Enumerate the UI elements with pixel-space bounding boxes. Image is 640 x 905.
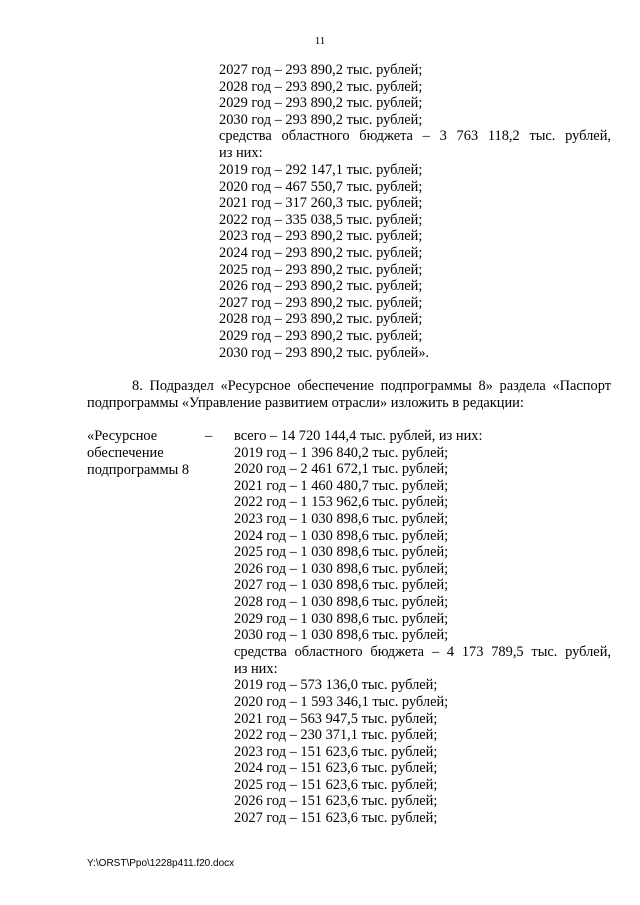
right-year-list-b bbox=[219, 677, 611, 826]
top-year-line: 2028 год – 293 890,2 тыс. рублей; bbox=[219, 311, 423, 328]
regional-budget-line-right: средства областного бюджета – 4 173 789,5 тыс. рублей, bbox=[234, 643, 611, 660]
top-year-line: 2020 год – 467 550,7 тыс. рублей; bbox=[219, 178, 423, 195]
paragraph-line-2: подпрограммы «Управление развитием отрасли» изложить в редакции: bbox=[87, 395, 524, 411]
top-year-line: 2028 год – 293 890,2 тыс. рублей; bbox=[219, 78, 423, 95]
of-them-right: из них: bbox=[234, 660, 278, 677]
right-year-line: 2019 год – 1 396 840,2 тыс. рублей; bbox=[234, 444, 449, 461]
right-year-line: 2022 год – 1 153 962,6 тыс. рублей; bbox=[234, 494, 449, 511]
top-year-line: 2029 год – 293 890,2 тыс. рублей; bbox=[219, 327, 423, 344]
right-year-line: 2025 год – 1 030 898,6 тыс. рублей; bbox=[234, 544, 449, 561]
right-year-line: 2029 год – 1 030 898,6 тыс. рублей; bbox=[234, 610, 449, 627]
right-year-line: 2023 год – 1 030 898,6 тыс. рублей; bbox=[234, 510, 449, 527]
top-year-list-b bbox=[219, 162, 611, 361]
right-year-line: 2019 год – 573 136,0 тыс. рублей; bbox=[234, 677, 438, 694]
right-year-line: 2022 год – 230 371,1 тыс. рублей; bbox=[234, 727, 438, 744]
top-year-line: 2030 год – 293 890,2 тыс. рублей». bbox=[219, 344, 430, 361]
page-number: 11 bbox=[314, 35, 326, 47]
amendment-paragraph bbox=[87, 378, 611, 412]
right-year-line: 2024 год – 1 030 898,6 тыс. рублей; bbox=[234, 527, 449, 544]
label-line-3: подпрограммы 8 bbox=[87, 462, 190, 478]
right-year-line: 2030 год – 1 030 898,6 тыс. рублей; bbox=[234, 627, 449, 644]
top-year-line: 2021 год – 317 260,3 тыс. рублей; bbox=[219, 195, 423, 212]
top-year-line: 2027 год – 293 890,2 тыс. рублей; bbox=[219, 294, 423, 311]
right-year-line: 2021 год – 1 460 480,7 тыс. рублей; bbox=[234, 477, 449, 494]
paragraph-line-1: 8. Подраздел «Ресурсное обеспечение подпрограммы 8» раздела «Паспорт bbox=[132, 378, 611, 394]
right-year-list-a bbox=[219, 445, 611, 644]
right-year-line: 2020 год – 1 593 346,1 тыс. рублей; bbox=[234, 693, 449, 710]
right-year-line: 2027 год – 1 030 898,6 тыс. рублей; bbox=[234, 577, 449, 594]
right-year-line: 2023 год – 151 623,6 тыс. рублей; bbox=[234, 743, 438, 760]
right-year-line: 2024 год – 151 623,6 тыс. рублей; bbox=[234, 760, 438, 777]
top-year-line: 2023 год – 293 890,2 тыс. рублей; bbox=[219, 228, 423, 245]
label-dash: – bbox=[205, 428, 213, 444]
total-line: всего – 14 720 144,4 тыс. рублей, из них: bbox=[234, 428, 483, 444]
top-year-line: 2027 год – 293 890,2 тыс. рублей; bbox=[219, 62, 423, 78]
top-funding-block bbox=[219, 62, 611, 361]
top-year-line: 2029 год – 293 890,2 тыс. рублей; bbox=[219, 95, 423, 112]
right-year-line: 2021 год – 563 947,5 тыс. рублей; bbox=[234, 710, 438, 727]
top-year-line: 2025 год – 293 890,2 тыс. рублей; bbox=[219, 261, 423, 278]
of-them-top: из них: bbox=[219, 145, 263, 162]
file-path-footer: Y:\ORST\Ppo\1228p411.f20.docx bbox=[87, 858, 235, 869]
right-year-line: 2020 год – 2 461 672,1 тыс. рублей; bbox=[234, 461, 449, 478]
label-line-2: обеспечение bbox=[87, 445, 164, 461]
top-year-line: 2030 год – 293 890,2 тыс. рублей; bbox=[219, 111, 423, 128]
right-year-line: 2026 год – 1 030 898,6 тыс. рублей; bbox=[234, 560, 449, 577]
right-year-line: 2028 год – 1 030 898,6 тыс. рублей; bbox=[234, 593, 449, 610]
top-year-line: 2022 год – 335 038,5 тыс. рублей; bbox=[219, 211, 423, 228]
right-year-line: 2025 год – 151 623,6 тыс. рублей; bbox=[234, 776, 438, 793]
top-year-line: 2026 год – 293 890,2 тыс. рублей; bbox=[219, 278, 423, 295]
label-line-1: «Ресурсное bbox=[87, 428, 158, 444]
right-year-line: 2027 год – 151 623,6 тыс. рублей; bbox=[234, 810, 438, 827]
top-year-line: 2024 год – 293 890,2 тыс. рублей; bbox=[219, 244, 423, 261]
right-year-line: 2026 год – 151 623,6 тыс. рублей; bbox=[234, 793, 438, 810]
top-year-list-a bbox=[219, 62, 611, 128]
top-year-line: 2019 год – 292 147,1 тыс. рублей; bbox=[219, 161, 423, 178]
right-funding-block bbox=[219, 428, 611, 827]
section-label bbox=[87, 428, 217, 479]
regional-budget-line-top: средства областного бюджета – 3 763 118,2 тыс. рублей, bbox=[219, 128, 611, 145]
